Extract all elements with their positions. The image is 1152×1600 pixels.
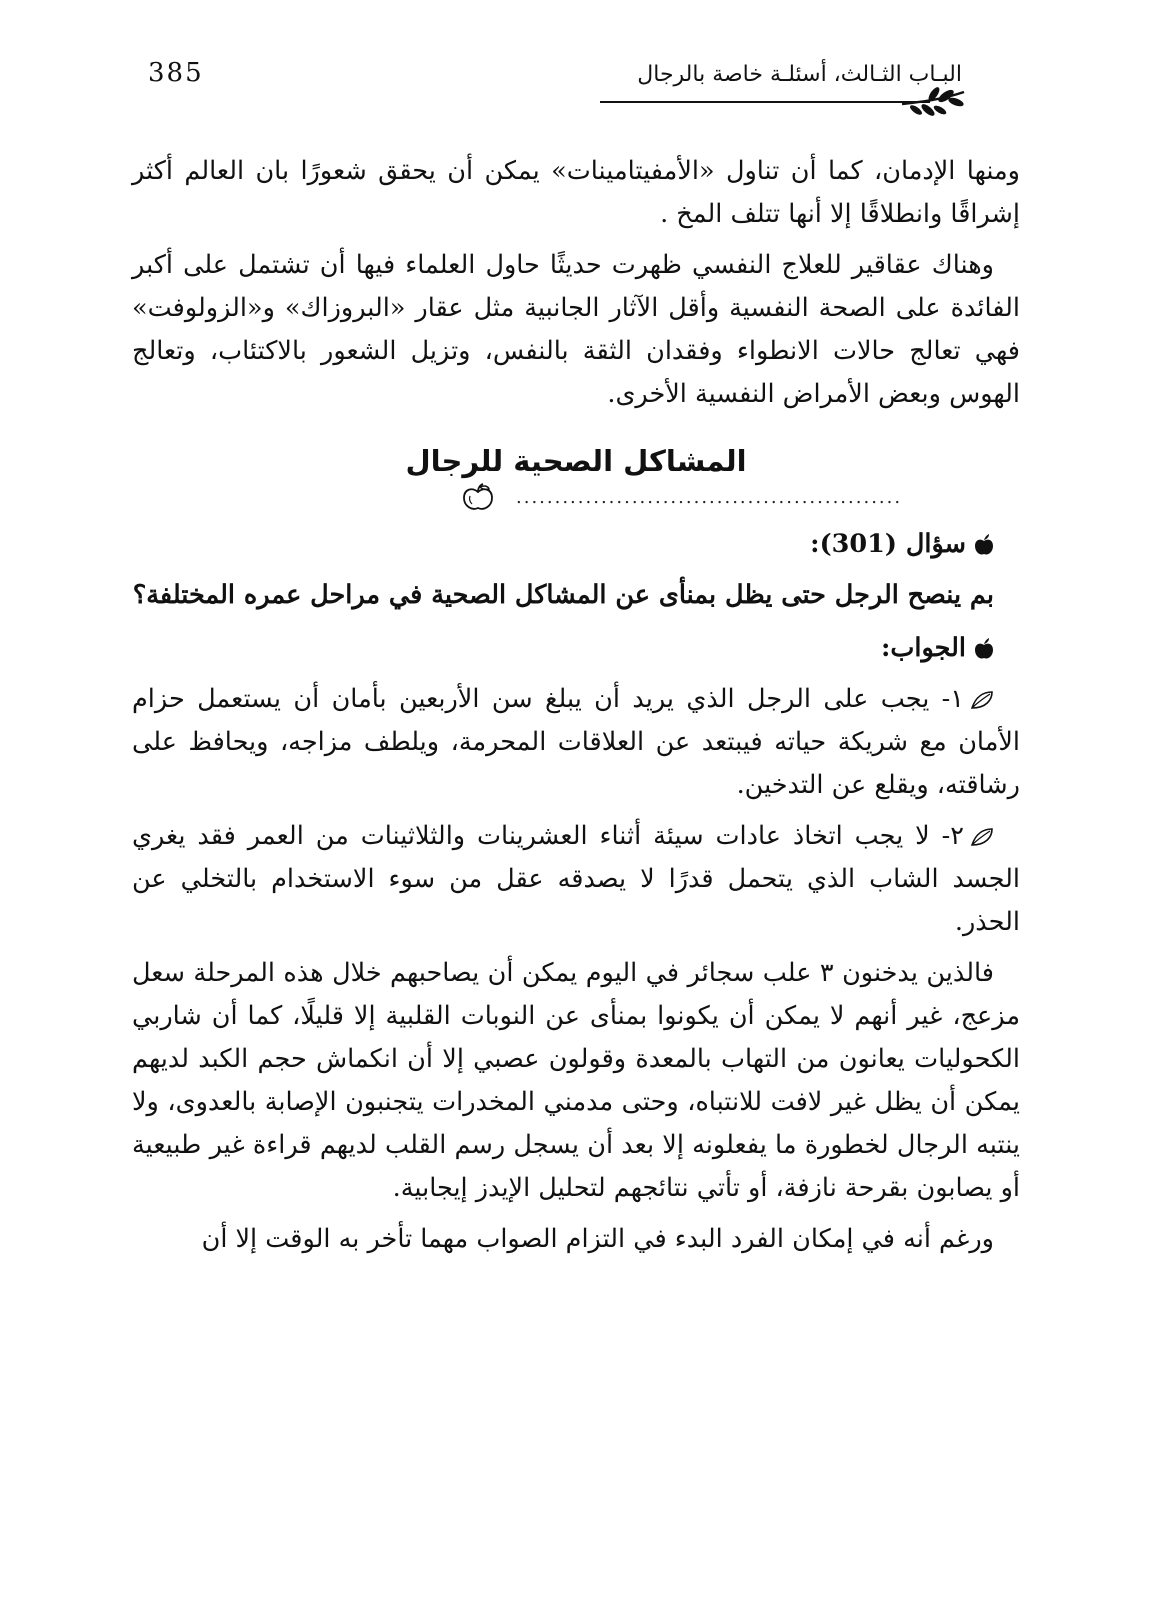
answer-label: الجواب: [881, 633, 966, 663]
paragraph: ومنها الإدمان، كما أن تناول «الأمفيتامينات» يمكن أن يحقق شعورًا بان العالم أكثر إشراقًا وانطلاقًا إلا أنها تتلف المخ . [132, 156, 1020, 229]
page-number: 385 [148, 58, 204, 88]
paragraph: وهناك عقاقير للعلاج النفسي ظهرت حديثًا حاول العلماء فيها أن تشتمل على أكبر الفائدة على الصحة النفسية وأقل الآثار الجانبية مثل عقار «البروزاك» و«الزولوفت» فهي تعالج حالات الانطواء وفقدان الثقة بالنفس، وتزيل الشعور بالاكتئاب، وتعالج الهوس وبعض الأمراض النفسية الأخرى. [132, 250, 1020, 409]
question-label-line [132, 523, 1020, 566]
header-rule [600, 101, 930, 103]
section-divider [132, 483, 1020, 517]
leaf-icon [970, 690, 994, 710]
page-content [132, 150, 1020, 1269]
dotted-rule: .................................................. [516, 487, 903, 508]
leaf-icon [970, 827, 994, 847]
section-title: المشاكل الصحية للرجال [405, 444, 747, 478]
paragraph: ورغم أنه في إمكان الفرد البدء في التزام الصواب مهما تأخر به الوقت إلا أن [201, 1224, 994, 1254]
answer-item [132, 678, 1020, 807]
question-text: بم ينصح الرجل حتى يظل بمنأى عن المشاكل الصحية في مراحل عمره المختلفة؟ [132, 580, 994, 610]
apple-icon [974, 534, 994, 556]
leaf-branch-icon [900, 86, 966, 120]
answer-label-line [132, 627, 1020, 670]
apple-outline-icon [460, 483, 496, 513]
question-label: سؤال (301): [810, 529, 966, 559]
answer-item-text: ١- يجب على الرجل الذي يريد أن يبلغ سن الأربعين بأمان أن يستعمل حزام الأمان مع شريكة حياته فيبتعد عن العلاقات المحرمة، ويلطف مزاجه، ويحافظ على رشاقته، ويقلع عن التدخين. [132, 684, 1020, 800]
running-header-title: البـاب الثـالث، أسئلـة خاصة بالرجال [637, 62, 962, 87]
answer-item-text: ٢- لا يجب اتخاذ عادات سيئة أثناء العشرينات والثلاثينات من العمر فقد يغري الجسد الشاب الذي يتحمل قدرًا لا يصدقه عقل من سوء الاستخدام بالتخلي عن الحذر. [132, 821, 1020, 937]
answer-item [132, 815, 1020, 944]
apple-icon [974, 638, 994, 660]
paragraph: فالذين يدخنون ٣ علب سجائر في اليوم يمكن أن يصاحبهم خلال هذه المرحلة سعل مزعج، غير أنهم لا يمكن أن يكونوا بمنأى عن النوبات القلبية إلا قليلًا، كما أن شاربي الكحوليات يعانون من التهاب بالمعدة وقولون عصبي إلا أن انكماش حجم الكبد لديهم يمكن أن يظل غير لافت للانتباه، وحتى مدمني المخدرات يتجنبون الإصابة بالعدوى، ولا ينتبه الرجال لخطورة ما يفعلونه إلا بعد أن يسجل رسم القلب لديهم قراءة غير طبيعية أو يصابون بقرحة نازفة، أو تأتي نتائجهم لتحليل الإيدز إيجابية. [132, 958, 1020, 1203]
